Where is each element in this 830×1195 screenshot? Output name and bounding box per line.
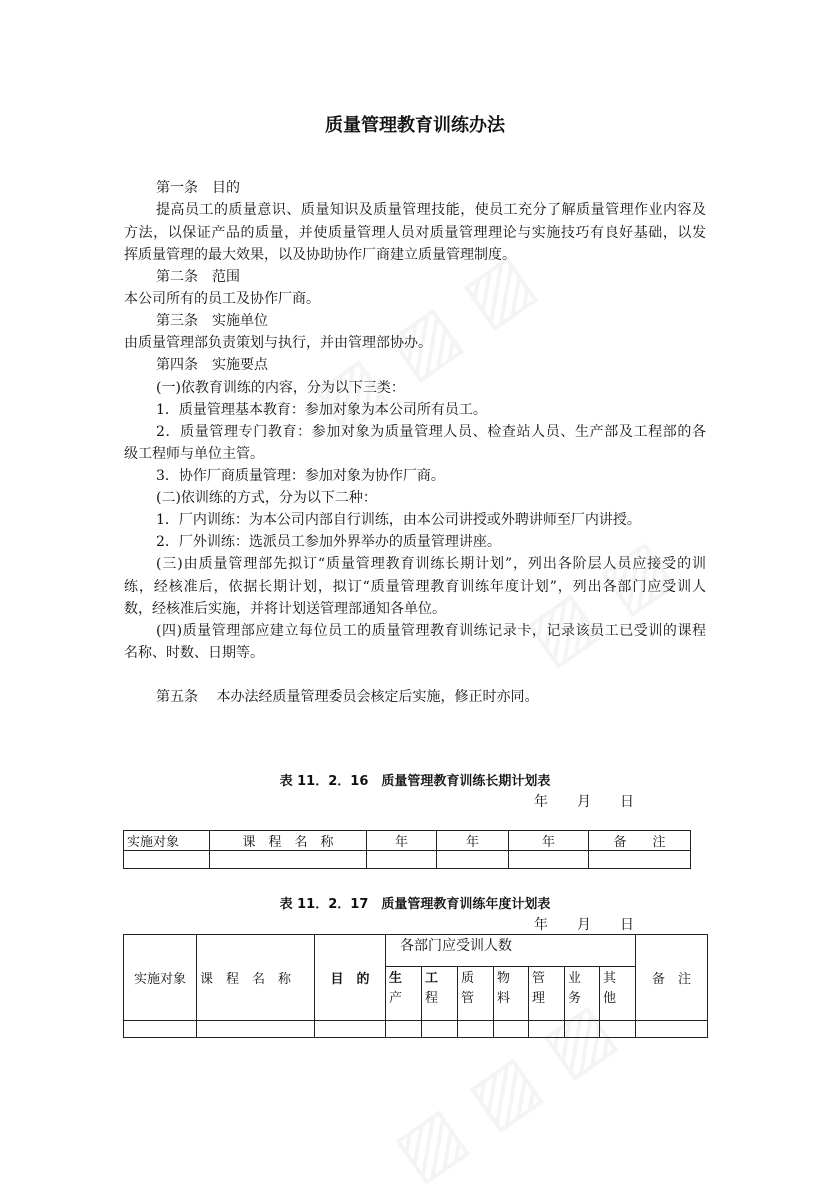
table-cell [529, 1021, 565, 1038]
dept-cell [386, 967, 422, 1021]
dept-cell [600, 967, 636, 1021]
header-cell-remark: 备 注 [636, 935, 708, 1021]
dept-char: 物 [497, 971, 511, 986]
article-4-paragraph: 1．质量管理基本教育：参加对象为本公司所有员工。 [156, 402, 487, 418]
table-cell [386, 1021, 422, 1038]
table-cell [367, 851, 437, 869]
header-cell: 年 [509, 831, 589, 851]
table-cell [315, 1021, 386, 1038]
article-2-heading: 第二条 范围 [156, 269, 240, 285]
dept-char: 程 [425, 991, 439, 1006]
annual-plan-table [123, 934, 708, 1038]
table-1-date-day: 日 [620, 794, 634, 810]
dept-char: 理 [532, 991, 546, 1006]
header-cell: 备 注 [589, 831, 691, 851]
table-cell [210, 851, 367, 869]
header-cell-course: 课 程 名 称 [197, 935, 315, 1021]
table-1-date-year: 年 [534, 794, 548, 810]
dept-cell [458, 967, 494, 1021]
article-3-heading: 第三条 实施单位 [156, 313, 268, 329]
header-cell: 实施对象 [124, 831, 210, 851]
dept-char: 质 [461, 971, 475, 986]
table-header-row [124, 935, 708, 967]
article-5-text: 第五条 本办法经质量管理委员会核定后实施，修正时亦同。 [156, 689, 539, 705]
dept-cell [565, 967, 600, 1021]
article-4-paragraph: 数，经核准后实施，并将计划送管理部通知各单位。 [124, 601, 446, 617]
header-cell: 课 程 名 称 [210, 831, 367, 851]
header-cell-dept-group: 各部门应受训人数 [386, 935, 636, 967]
header-cell-purpose: 目 的 [315, 935, 386, 1021]
table-cell [600, 1021, 636, 1038]
header-cell-target: 实施对象 [124, 935, 197, 1021]
article-4-paragraph: 2．厂外训练：选派员工参加外界举办的质量管理讲座。 [156, 534, 501, 550]
dept-char: 管 [532, 971, 546, 986]
dept-char: 业 [568, 971, 582, 986]
dept-char: 他 [603, 991, 617, 1006]
dept-char: 其 [603, 971, 617, 986]
dept-char: 料 [497, 991, 511, 1006]
header-cell: 年 [437, 831, 509, 851]
header-cell: 年 [367, 831, 437, 851]
table-1-caption: 表 11．2．16 质量管理教育训练长期计划表 [279, 774, 551, 789]
table-cell [124, 851, 210, 869]
article-1-text: 挥质量管理的最大效果，以及协助协作厂商建立质量管理制度。 [124, 247, 516, 263]
article-2-text: 本公司所有的员工及协作厂商。 [124, 291, 320, 307]
article-4-paragraph: 名称、时数、日期等。 [124, 645, 264, 661]
table-2-caption: 表 11．2．17 质量管理教育训练年度计划表 [279, 897, 551, 912]
dept-char: 管 [461, 991, 475, 1006]
article-4-paragraph: 练，经核准后，依据长期计划，拟订“质量管理教育训练年度计划”，列出各部门应受训人 [124, 579, 706, 595]
article-4-heading: 第四条 实施要点 [156, 357, 268, 373]
dept-cell [529, 967, 565, 1021]
article-4-paragraph: (二)依训练的方式，分为以下二种： [156, 490, 377, 506]
table-1-date-month: 月 [577, 794, 591, 810]
table-cell [437, 851, 509, 869]
dept-char: 务 [568, 991, 582, 1006]
article-1-text: 提高员工的质量意识、质量知识及质量管理技能，使员工充分了解质量管理作业内容及 [156, 202, 706, 218]
table-cell [124, 1021, 197, 1038]
table-2-date-month: 月 [577, 917, 591, 933]
article-4-paragraph: 级工程师与单位主管。 [124, 446, 264, 462]
table-cell [589, 851, 691, 869]
dept-char: 产 [389, 991, 403, 1006]
table-cell [509, 851, 589, 869]
table-2-date-day: 日 [620, 917, 634, 933]
article-4-paragraph: 2．质量管理专门教育：参加对象为质量管理人员、检查站人员、生产部及工程部的各 [156, 424, 706, 440]
long-term-plan-table [123, 830, 691, 869]
article-4-paragraph: (一)依教育训练的内容，分为以下三类： [156, 380, 405, 396]
article-1-text: 方法，以保证产品的质量，并使质量管理人员对质量管理理论与实施技巧有良好基础，以发 [124, 225, 706, 241]
table-cell [565, 1021, 600, 1038]
watermark-graphic [511, 522, 686, 679]
article-3-text: 由质量管理部负责策划与执行，并由管理部协办。 [124, 335, 432, 351]
page-title: 质量管理教育训练办法 [325, 115, 505, 136]
table-cell [636, 1021, 708, 1038]
dept-char: 工 [425, 971, 439, 986]
dept-char: 生 [389, 971, 403, 986]
table-cell [197, 1021, 315, 1038]
dept-cell [494, 967, 529, 1021]
table-cell [458, 1021, 494, 1038]
article-1-heading: 第一条 目的 [156, 180, 240, 196]
article-4-paragraph: 3．协作厂商质量管理：参加对象为协作厂商。 [156, 468, 445, 484]
table-header-row [124, 831, 691, 851]
article-4-paragraph: 1．厂内训练：为本公司内部自行训练，由本公司讲授或外聘讲师至厂内讲授。 [156, 512, 641, 528]
table-row [124, 1021, 708, 1038]
table-row [124, 851, 691, 869]
table-2-date-year: 年 [534, 917, 548, 933]
dept-cell [422, 967, 458, 1021]
article-4-paragraph: (三)由质量管理部先拟订“质量管理教育训练长期计划”，列出各阶层人员应接受的训 [156, 556, 706, 572]
article-4-paragraph: (四)质量管理部应建立每位员工的质量管理教育训练记录卡，记录该员工已受训的课程 [156, 623, 706, 639]
table-cell [422, 1021, 458, 1038]
table-cell [494, 1021, 529, 1038]
